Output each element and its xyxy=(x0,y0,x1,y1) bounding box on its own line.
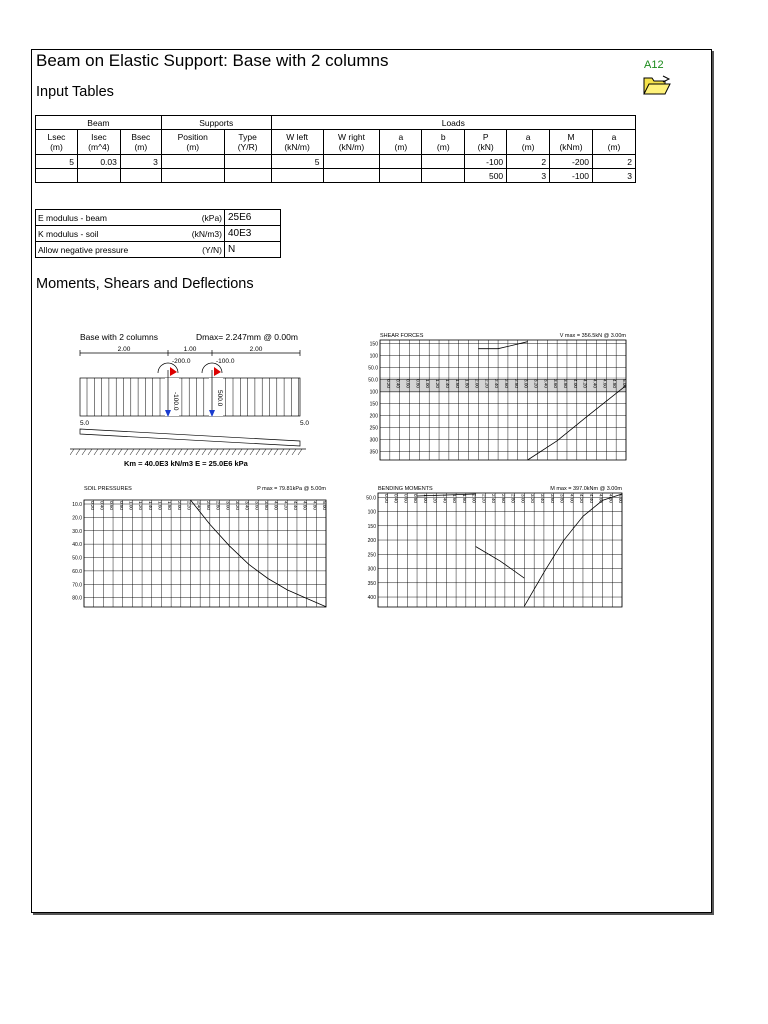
hatch-line xyxy=(154,449,158,455)
sheet-badge: A12 xyxy=(644,59,664,71)
table-cell[interactable]: 5 xyxy=(271,155,323,169)
x-tick-label: 0.60 xyxy=(403,494,409,503)
hatch-line xyxy=(124,449,128,455)
left-end-label: 5.0 xyxy=(80,420,90,427)
x-tick-label: 1.60 xyxy=(452,494,458,503)
x-tick-label: 0.80 xyxy=(413,494,419,503)
deflected-beam xyxy=(80,429,300,446)
x-tick-label: 1.80 xyxy=(167,501,173,510)
column-header-unit: (m) xyxy=(186,142,200,152)
x-tick-label: 2.40 xyxy=(196,501,202,510)
x-tick-label: 3.00 xyxy=(225,501,231,510)
column-header xyxy=(271,130,323,155)
property-row xyxy=(36,226,281,242)
column-header xyxy=(593,130,636,155)
table-cell[interactable]: 500 xyxy=(465,169,507,183)
column-header xyxy=(120,130,161,155)
column-header-unit: (kN/m) xyxy=(284,142,310,152)
table-cell[interactable] xyxy=(323,169,380,183)
folder-icon[interactable] xyxy=(643,74,671,101)
column-header-unit: (m) xyxy=(394,142,408,152)
table-cell[interactable] xyxy=(422,155,465,169)
hatch-line xyxy=(292,449,296,455)
x-tick-label: 2.00 xyxy=(474,379,480,388)
table-cell[interactable] xyxy=(161,155,224,169)
x-tick-label: 2.20 xyxy=(186,501,192,510)
chart-note: P max = 79.81kPa @ 5.00m xyxy=(257,486,326,492)
y-tick-label: 300 xyxy=(367,566,376,573)
y-tick-label: 50.0 xyxy=(368,365,378,372)
x-tick-label: 0.60 xyxy=(109,501,115,510)
hatch-line xyxy=(118,449,122,455)
hatch-line xyxy=(106,449,110,455)
x-tick-label: 1.00 xyxy=(128,501,134,510)
table-cell[interactable]: -100 xyxy=(550,169,593,183)
hatch-line xyxy=(112,449,116,455)
table-row xyxy=(36,155,636,169)
property-label: E modulus - beam xyxy=(36,210,171,226)
x-tick-label: 1.20 xyxy=(432,494,438,503)
hatch-line xyxy=(274,449,278,455)
hatch-line xyxy=(184,449,188,455)
x-tick-label: 3.40 xyxy=(543,379,549,388)
x-tick-label: 0.20 xyxy=(383,494,389,503)
column-header-row xyxy=(36,130,636,155)
x-tick-label: 3.20 xyxy=(530,494,536,503)
y-tick-label: 10.0 xyxy=(72,502,82,509)
y-tick-label: 30.0 xyxy=(72,528,82,535)
column-header-name: Position xyxy=(177,132,208,142)
x-tick-label: 3.00 xyxy=(523,379,529,388)
y-tick-label: 80.0 xyxy=(72,595,82,602)
y-tick-label: 50.0 xyxy=(366,495,376,502)
table-cell[interactable]: -200 xyxy=(550,155,593,169)
point-load-label: 500.0 xyxy=(216,390,223,407)
x-tick-label: 1.80 xyxy=(461,494,467,503)
column-header-name: W left xyxy=(286,132,308,142)
x-tick-label: 3.60 xyxy=(553,379,559,388)
moment-arrow-icon xyxy=(214,367,221,376)
hatch-line xyxy=(160,449,164,455)
hatch-line xyxy=(244,449,248,455)
x-tick-label: 0.40 xyxy=(99,501,105,510)
hatch-line xyxy=(214,449,218,455)
x-tick-label: 4.60 xyxy=(602,379,608,388)
input-table xyxy=(35,115,636,183)
y-tick-label: 100 xyxy=(369,353,378,360)
y-tick-label: 350 xyxy=(367,580,376,587)
y-tick-label: 150 xyxy=(369,341,378,348)
column-header xyxy=(77,130,120,155)
x-tick-label: 1.40 xyxy=(147,501,153,510)
column-header-name: a xyxy=(398,132,404,142)
hatch-line xyxy=(238,449,242,455)
table-cell[interactable] xyxy=(161,169,224,183)
x-tick-label: 4.00 xyxy=(569,494,575,503)
bending-moment-chart xyxy=(360,483,632,613)
hatch-line xyxy=(142,449,146,455)
table-cell[interactable]: 0.03 xyxy=(77,155,120,169)
x-tick-label: 1.60 xyxy=(157,501,163,510)
x-tick-label: 4.20 xyxy=(283,501,289,510)
property-unit: (Y/N) xyxy=(170,242,225,258)
x-tick-label: 1.80 xyxy=(464,379,470,388)
column-header xyxy=(224,130,271,155)
x-tick-label: 2.60 xyxy=(503,379,509,388)
series-line xyxy=(478,342,527,349)
column-header-unit: (m^4) xyxy=(88,142,110,152)
column-header-name: W right xyxy=(338,132,365,142)
chart-note: V max = 356.5kN @ 3.00m xyxy=(559,333,626,339)
group-supports: Supports xyxy=(161,116,271,130)
y-tick-label: 300 xyxy=(369,437,378,444)
group-header-row xyxy=(36,116,636,130)
hatch-line xyxy=(208,449,212,455)
hatch-line xyxy=(148,449,152,455)
x-tick-label: 0.80 xyxy=(415,379,421,388)
table-cell[interactable] xyxy=(224,169,271,183)
hatch-line xyxy=(250,449,254,455)
x-tick-label: 0.20 xyxy=(89,501,95,510)
hatch-line xyxy=(268,449,272,455)
input-tables-heading: Input Tables xyxy=(36,84,114,100)
property-value[interactable]: 25E6 xyxy=(225,210,281,226)
table-cell[interactable] xyxy=(77,169,120,183)
x-tick-label: 4.00 xyxy=(572,379,578,388)
property-value[interactable]: 40E3 xyxy=(225,226,281,242)
hatch-line xyxy=(286,449,290,455)
property-row xyxy=(36,210,281,226)
x-tick-label: 3.60 xyxy=(254,501,260,510)
point-load-label: -100.0 xyxy=(172,392,179,411)
column-header xyxy=(550,130,593,155)
column-header-unit: (Y/R) xyxy=(237,142,258,152)
x-tick-label: 1.20 xyxy=(138,501,144,510)
hatch-line xyxy=(70,449,74,455)
property-unit: (kN/m3) xyxy=(170,226,225,242)
span-label: 1.00 xyxy=(183,346,197,353)
table-row xyxy=(36,169,636,183)
column-header-name: M xyxy=(567,132,575,142)
column-header xyxy=(36,130,78,155)
column-header-name: Lsec xyxy=(47,132,66,142)
chart-title: SHEAR FORCES xyxy=(380,333,424,339)
y-tick-label: 60.0 xyxy=(72,568,82,575)
hatch-line xyxy=(166,449,170,455)
table-cell[interactable] xyxy=(36,169,78,183)
x-tick-label: 5.00 xyxy=(618,494,624,503)
x-tick-label: 2.40 xyxy=(491,494,497,503)
y-tick-label: 20.0 xyxy=(72,515,82,522)
x-tick-label: 2.80 xyxy=(215,501,221,510)
column-header-unit: (m) xyxy=(607,142,621,152)
hatch-line xyxy=(202,449,206,455)
y-tick-label: 50.0 xyxy=(368,377,378,384)
x-tick-label: 4.40 xyxy=(588,494,594,503)
x-tick-label: 3.40 xyxy=(539,494,545,503)
column-header-name: a xyxy=(525,132,531,142)
x-tick-label: 5.00 xyxy=(622,379,628,388)
x-tick-label: 4.40 xyxy=(293,501,299,510)
y-tick-label: 40.0 xyxy=(72,542,82,549)
y-tick-label: 70.0 xyxy=(72,582,82,589)
ground-hatching xyxy=(70,449,302,455)
table-cell[interactable] xyxy=(380,169,422,183)
hatch-line xyxy=(172,449,176,455)
x-tick-label: 0.20 xyxy=(385,379,391,388)
y-tick-label: 400 xyxy=(367,595,376,602)
y-tick-label: 350 xyxy=(369,449,378,456)
plot-frame xyxy=(380,340,626,460)
x-tick-label: 3.20 xyxy=(234,501,240,510)
x-tick-label: 4.00 xyxy=(273,501,279,510)
table-cell[interactable]: 5 xyxy=(36,155,78,169)
moment-label: -200.0 xyxy=(172,358,191,365)
column-header-name: b xyxy=(440,132,446,142)
shear-force-chart xyxy=(360,330,632,464)
x-tick-label: 2.00 xyxy=(471,494,477,503)
distributed-load-block xyxy=(80,378,300,416)
hatch-line xyxy=(280,449,284,455)
page-title: Beam on Elastic Support: Base with 2 columns xyxy=(36,51,389,70)
table-cell[interactable]: 3 xyxy=(593,169,636,183)
y-tick-label: 150 xyxy=(367,523,376,530)
property-label: Allow negative pressure xyxy=(36,242,171,258)
hatch-line xyxy=(256,449,260,455)
y-tick-label: 150 xyxy=(369,401,378,408)
table-cell[interactable]: 2 xyxy=(507,155,550,169)
x-tick-label: 3.00 xyxy=(520,494,526,503)
x-tick-label: 3.80 xyxy=(559,494,565,503)
column-header-unit: (m) xyxy=(134,142,148,152)
x-tick-label: 2.00 xyxy=(176,501,182,510)
table-cell[interactable]: 2 xyxy=(593,155,636,169)
table-cell[interactable] xyxy=(422,169,465,183)
x-tick-label: 0.80 xyxy=(118,501,124,510)
x-tick-label: 4.80 xyxy=(312,501,318,510)
hatch-line xyxy=(190,449,194,455)
chart-note: M max = 397.0kNm @ 3.00m xyxy=(550,486,622,492)
table-cell[interactable] xyxy=(380,155,422,169)
y-tick-label: 200 xyxy=(367,538,376,545)
table-cell[interactable]: -100 xyxy=(465,155,507,169)
hatch-line xyxy=(88,449,92,455)
table-cell[interactable]: 3 xyxy=(120,155,161,169)
hatch-line xyxy=(82,449,86,455)
table-cell[interactable] xyxy=(323,155,380,169)
stiffness-footer: Km = 40.0E3 kN/m3 E = 25.0E6 kPa xyxy=(124,459,248,468)
y-tick-label: 250 xyxy=(369,425,378,432)
chart-title: BENDING MOMENTS xyxy=(378,486,433,492)
x-tick-label: 4.40 xyxy=(592,379,598,388)
hatch-line xyxy=(94,449,98,455)
hatch-line xyxy=(298,449,302,455)
column-header-name: a xyxy=(611,132,617,142)
x-tick-label: 4.60 xyxy=(598,494,604,503)
x-tick-label: 0.40 xyxy=(395,379,401,388)
column-header-unit: (m) xyxy=(521,142,535,152)
x-tick-label: 3.40 xyxy=(244,501,250,510)
material-properties-table xyxy=(35,209,281,258)
column-header xyxy=(161,130,224,155)
x-tick-label: 3.80 xyxy=(563,379,569,388)
table-cell[interactable] xyxy=(271,169,323,183)
x-tick-label: 4.80 xyxy=(612,379,618,388)
x-tick-label: 1.40 xyxy=(444,379,450,388)
hatch-line xyxy=(232,449,236,455)
right-end-label: 5.0 xyxy=(300,420,310,427)
y-tick-label: 50.0 xyxy=(72,555,82,562)
plot-frame xyxy=(378,493,622,607)
x-tick-label: 1.40 xyxy=(442,494,448,503)
column-header xyxy=(323,130,380,155)
x-tick-label: 4.20 xyxy=(579,494,585,503)
y-tick-label: 100 xyxy=(369,389,378,396)
column-header xyxy=(380,130,422,155)
column-header-unit: (kN) xyxy=(477,142,494,152)
x-tick-label: 1.00 xyxy=(425,379,431,388)
x-tick-label: 2.80 xyxy=(513,379,519,388)
hatch-line xyxy=(226,449,230,455)
hatch-line xyxy=(220,449,224,455)
x-tick-label: 3.20 xyxy=(533,379,539,388)
property-row xyxy=(36,242,281,258)
hatch-line xyxy=(262,449,266,455)
property-unit: (kPa) xyxy=(170,210,225,226)
x-tick-label: 2.20 xyxy=(484,379,490,388)
beam-diagram xyxy=(70,326,330,472)
property-label: K modulus - soil xyxy=(36,226,171,242)
group-beam: Beam xyxy=(36,116,162,130)
x-tick-label: 2.60 xyxy=(500,494,506,503)
x-tick-label: 2.80 xyxy=(510,494,516,503)
x-tick-label: 5.00 xyxy=(322,501,328,510)
moment-label: -100.0 xyxy=(216,358,235,365)
chart-title: SOIL PRESSURES xyxy=(84,486,132,492)
property-value[interactable]: N xyxy=(225,242,281,258)
hatch-line xyxy=(136,449,140,455)
hatch-line xyxy=(100,449,104,455)
column-header-unit: (m) xyxy=(50,142,63,152)
column-header xyxy=(507,130,550,155)
span-label: 2.00 xyxy=(117,346,131,353)
x-tick-label: 3.80 xyxy=(264,501,270,510)
moment-arrow-icon xyxy=(170,367,177,376)
column-header-name: Type xyxy=(238,132,257,142)
x-tick-label: 2.20 xyxy=(481,494,487,503)
x-tick-label: 4.60 xyxy=(302,501,308,510)
soil-pressure-chart xyxy=(60,483,332,613)
x-tick-label: 2.60 xyxy=(205,501,211,510)
hatch-line xyxy=(178,449,182,455)
column-header-name: P xyxy=(482,132,489,142)
x-tick-label: 1.00 xyxy=(422,494,428,503)
group-loads: Loads xyxy=(271,116,635,130)
x-tick-label: 3.60 xyxy=(549,494,555,503)
results-heading: Moments, Shears and Deflections xyxy=(36,276,254,292)
x-tick-label: 1.20 xyxy=(435,379,441,388)
column-header-unit: (m) xyxy=(436,142,450,152)
y-tick-label: 250 xyxy=(367,552,376,559)
column-header-name: Isec xyxy=(91,132,107,142)
table-cell[interactable] xyxy=(224,155,271,169)
hatch-line xyxy=(130,449,134,455)
hatch-line xyxy=(196,449,200,455)
x-tick-label: 1.60 xyxy=(454,379,460,388)
x-tick-label: 2.40 xyxy=(494,379,500,388)
span-label: 2.00 xyxy=(249,346,263,353)
column-header-unit: (kNm) xyxy=(559,142,583,152)
y-tick-label: 200 xyxy=(369,413,378,420)
x-tick-label: 0.60 xyxy=(405,379,411,388)
column-header xyxy=(465,130,507,155)
beam-title: Base with 2 columns xyxy=(80,332,158,342)
hatch-line xyxy=(76,449,80,455)
x-tick-label: 4.80 xyxy=(608,494,614,503)
column-header-unit: (kN/m) xyxy=(338,142,365,152)
column-header xyxy=(422,130,465,155)
table-cell[interactable]: 3 xyxy=(507,169,550,183)
series-line xyxy=(476,547,525,579)
column-header-name: Bsec xyxy=(131,132,151,142)
dmax-label: Dmax= 2.247mm @ 0.00m xyxy=(196,332,298,342)
table-cell[interactable] xyxy=(120,169,161,183)
x-tick-label: 4.20 xyxy=(582,379,588,388)
y-tick-label: 100 xyxy=(367,509,376,516)
x-tick-label: 0.40 xyxy=(393,494,399,503)
